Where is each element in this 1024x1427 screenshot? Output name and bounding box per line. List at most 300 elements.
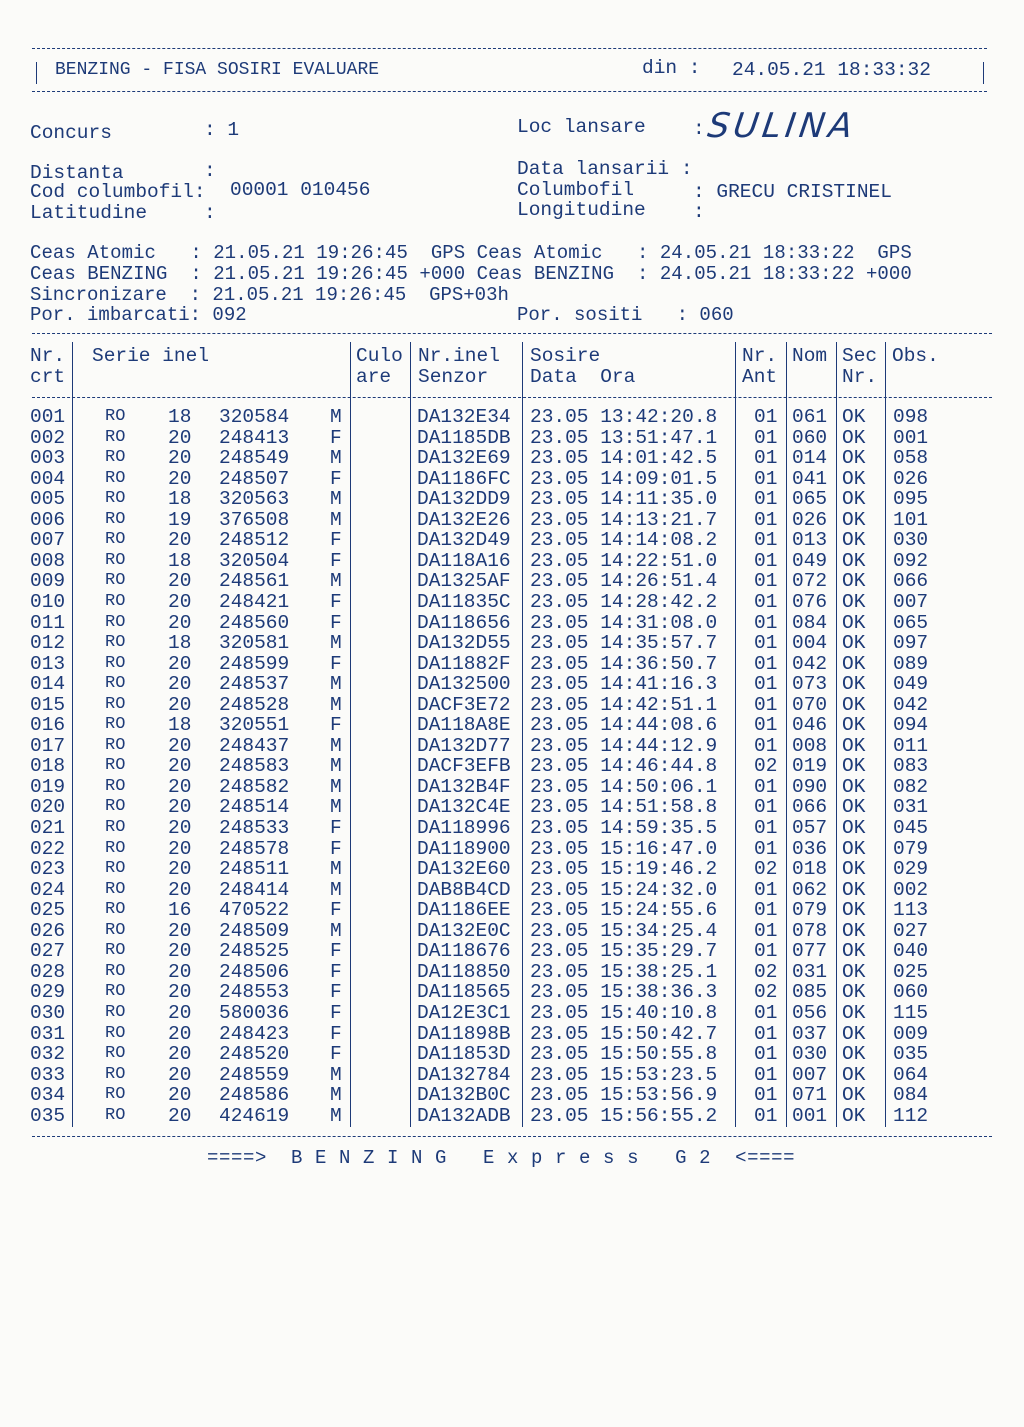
cell-obs: 040 (893, 940, 929, 963)
cell-arrival: 23.05 14:28:42.2 (530, 590, 718, 613)
cell-sec: OK (842, 632, 866, 655)
cell-year: 20 (168, 1063, 192, 1086)
loc-lansare-colon: : (693, 118, 705, 140)
cell-arrival: 23.05 14:44:12.9 (530, 734, 718, 757)
cell-antenna: 01 (754, 426, 778, 449)
header-nom: Nom (792, 345, 828, 367)
cell-sec: OK (842, 734, 866, 757)
cell-sex: M (330, 919, 342, 942)
cell-antenna: 01 (754, 529, 778, 552)
cell-obs: 092 (893, 549, 929, 572)
cell-nom: 076 (792, 590, 828, 613)
cell-arrival: 23.05 15:19:46.2 (530, 858, 718, 881)
cell-sensor: DA12E3C1 (417, 1001, 511, 1024)
cell-nom: 018 (792, 858, 828, 881)
cell-antenna: 02 (754, 858, 778, 881)
cell-obs: 065 (893, 611, 929, 634)
table-row (0, 941, 1024, 962)
table-row (0, 859, 1024, 880)
cell-sex: M (330, 755, 342, 778)
cell-nom: 071 (792, 1084, 828, 1107)
cell-sensor: DA118850 (417, 960, 511, 983)
cell-arrival: 23.05 14:42:51.1 (530, 693, 718, 716)
cell-antenna: 01 (754, 488, 778, 511)
cell-nr-crt: 023 (30, 858, 66, 881)
cell-ring-number: 248423 (219, 1022, 290, 1045)
table-row (0, 469, 1024, 490)
header-sosire: Sosire (530, 345, 601, 367)
cell-sex: M (330, 673, 342, 696)
cell-sec: OK (842, 919, 866, 942)
cell-arrival: 23.05 14:36:50.7 (530, 652, 718, 675)
cell-country: RO (105, 571, 126, 591)
table-row (0, 880, 1024, 901)
cell-nr-crt: 022 (30, 837, 66, 860)
cell-antenna: 01 (754, 878, 778, 901)
cell-obs: 060 (893, 981, 929, 1004)
latitudine-value: : (204, 202, 216, 224)
cell-year: 20 (168, 529, 192, 552)
cell-nr-crt: 034 (30, 1084, 66, 1107)
cell-ring-number: 248507 (219, 467, 290, 490)
cell-country: RO (105, 797, 126, 817)
cell-country: RO (105, 1085, 126, 1105)
cell-year: 20 (168, 693, 192, 716)
cell-ring-number: 376508 (219, 508, 290, 531)
cell-antenna: 01 (754, 837, 778, 860)
cell-sec: OK (842, 673, 866, 696)
cell-sec: OK (842, 1022, 866, 1045)
report-date-value: 24.05.21 18:33:32 (732, 59, 931, 81)
cell-sensor: DAB8B4CD (417, 878, 511, 901)
cell-nr-crt: 011 (30, 611, 66, 634)
cell-antenna: 01 (754, 1022, 778, 1045)
cell-ring-number: 248514 (219, 796, 290, 819)
cell-arrival: 23.05 15:56:55.2 (530, 1104, 718, 1127)
cell-sensor: DA132E34 (417, 406, 511, 428)
cell-obs: 095 (893, 488, 929, 511)
cell-arrival: 23.05 15:34:25.4 (530, 919, 718, 942)
cell-year: 20 (168, 817, 192, 839)
cell-nr-crt: 031 (30, 1022, 66, 1045)
cell-sec: OK (842, 1063, 866, 1086)
cell-country: RO (105, 530, 126, 550)
cell-nr-crt: 005 (30, 488, 66, 511)
cell-nr-crt: 021 (30, 817, 66, 839)
header-crt: crt (30, 366, 66, 388)
cell-nom: 014 (792, 447, 828, 470)
cell-obs: 058 (893, 447, 929, 470)
cell-antenna: 01 (754, 406, 778, 428)
cell-sex: F (330, 1022, 342, 1045)
cell-sec: OK (842, 1043, 866, 1066)
table-row (0, 1106, 1024, 1127)
cell-year: 20 (168, 673, 192, 696)
cell-sensor: DA118676 (417, 940, 511, 963)
cell-year: 20 (168, 652, 192, 675)
cell-sex: M (330, 858, 342, 881)
cell-sensor: DACF3E72 (417, 693, 511, 716)
cell-sensor: DA132B4F (417, 775, 511, 798)
cell-nom: 008 (792, 734, 828, 757)
cell-obs: 112 (893, 1104, 929, 1127)
cell-nom: 077 (792, 940, 828, 963)
cell-sex: M (330, 447, 342, 470)
cell-country: RO (105, 509, 126, 529)
cell-arrival: 23.05 15:53:23.5 (530, 1063, 718, 1086)
cell-nr-crt: 006 (30, 508, 66, 531)
cell-antenna: 01 (754, 919, 778, 942)
cell-obs: 094 (893, 714, 929, 737)
cell-obs: 030 (893, 529, 929, 552)
cell-sensor: DA118A8E (417, 714, 511, 737)
cell-sensor: DA132ADB (417, 1104, 511, 1127)
cell-arrival: 23.05 14:59:35.5 (530, 817, 718, 839)
cell-arrival: 23.05 14:26:51.4 (530, 570, 718, 593)
cell-ring-number: 248537 (219, 673, 290, 696)
header-nr: Nr. (30, 345, 66, 367)
cell-antenna: 01 (754, 652, 778, 675)
cell-arrival: 23.05 15:24:55.6 (530, 899, 718, 922)
cell-arrival: 23.05 15:38:25.1 (530, 960, 718, 983)
title-box-top-border (32, 48, 987, 49)
cell-country: RO (105, 550, 126, 570)
cell-sex: F (330, 529, 342, 552)
cell-arrival: 23.05 14:14:08.2 (530, 529, 718, 552)
cell-nom: 026 (792, 508, 828, 531)
cell-ring-number: 248559 (219, 1063, 290, 1086)
cell-sec: OK (842, 590, 866, 613)
cell-nom: 060 (792, 426, 828, 449)
cell-ring-number: 248560 (219, 611, 290, 634)
cell-sex: M (330, 734, 342, 757)
cell-antenna: 02 (754, 981, 778, 1004)
cell-arrival: 23.05 14:22:51.0 (530, 549, 718, 572)
cell-nom: 057 (792, 817, 828, 839)
cell-year: 18 (168, 632, 192, 655)
cell-obs: 002 (893, 878, 929, 901)
cell-nom: 019 (792, 755, 828, 778)
cell-year: 20 (168, 1104, 192, 1127)
cell-sec: OK (842, 570, 866, 593)
cell-obs: 082 (893, 775, 929, 798)
cell-nom: 073 (792, 673, 828, 696)
cell-sex: M (330, 796, 342, 819)
cell-obs: 097 (893, 632, 929, 655)
cell-ring-number: 248553 (219, 981, 290, 1004)
longitudine-label: Longitudine (517, 199, 646, 221)
cell-ring-number: 248528 (219, 693, 290, 716)
cell-antenna: 01 (754, 508, 778, 531)
cell-nom: 049 (792, 549, 828, 572)
table-row (0, 1024, 1024, 1045)
cell-sensor: DA132784 (417, 1063, 511, 1086)
cell-obs: 045 (893, 817, 929, 839)
cell-obs: 025 (893, 960, 929, 983)
cell-antenna: 01 (754, 673, 778, 696)
cell-year: 18 (168, 406, 192, 428)
table-row (0, 839, 1024, 860)
header-nr-inel: Nr.inel (418, 345, 500, 367)
cell-nom: 046 (792, 714, 828, 737)
cell-obs: 029 (893, 858, 929, 881)
pigeons-embarked: Por. imbarcati: 092 (30, 304, 247, 326)
cell-year: 20 (168, 837, 192, 860)
cell-sec: OK (842, 940, 866, 963)
cell-ring-number: 248437 (219, 734, 290, 757)
table-header-divider (32, 397, 992, 398)
cell-year: 20 (168, 858, 192, 881)
cell-sensor: DA132C4E (417, 796, 511, 819)
cell-ring-number: 248533 (219, 817, 290, 839)
cell-sex: M (330, 508, 342, 531)
cell-ring-number: 248586 (219, 1084, 290, 1107)
cell-obs: 084 (893, 1084, 929, 1107)
cell-nr-crt: 004 (30, 467, 66, 490)
cell-year: 16 (168, 899, 192, 922)
concurs-value: : 1 (204, 119, 240, 141)
cell-nom: 013 (792, 529, 828, 552)
cell-arrival: 23.05 14:51:58.8 (530, 796, 718, 819)
header-serie-inel: Serie inel (92, 345, 210, 367)
cell-country: RO (105, 427, 126, 447)
cell-year: 18 (168, 714, 192, 737)
cell-nr-crt: 020 (30, 796, 66, 819)
cell-nr-crt: 001 (30, 406, 66, 428)
cell-nr-crt: 003 (30, 447, 66, 470)
cell-nom: 041 (792, 467, 828, 490)
table-row (0, 592, 1024, 613)
cell-sec: OK (842, 837, 866, 860)
header-ant-2: Ant (742, 366, 778, 388)
cell-nr-crt: 028 (30, 960, 66, 983)
table-row (0, 756, 1024, 777)
cell-arrival: 23.05 13:42:20.8 (530, 406, 718, 428)
latitudine-label: Latitudine (30, 202, 148, 224)
cell-ring-number: 320551 (219, 714, 290, 737)
cell-sensor: DA11835C (417, 590, 511, 613)
cell-sensor: DA11853D (417, 1043, 511, 1066)
cell-year: 20 (168, 878, 192, 901)
cell-obs: 098 (893, 406, 929, 428)
cell-nom: 085 (792, 981, 828, 1004)
cell-year: 18 (168, 488, 192, 511)
cell-nr-crt: 008 (30, 549, 66, 572)
cell-arrival: 23.05 13:51:47.1 (530, 426, 718, 449)
cell-obs: 009 (893, 1022, 929, 1045)
cell-sec: OK (842, 796, 866, 819)
cell-country: RO (105, 900, 126, 920)
cell-year: 20 (168, 1022, 192, 1045)
cell-ring-number: 248599 (219, 652, 290, 675)
cell-sec: OK (842, 755, 866, 778)
cell-arrival: 23.05 14:11:35.0 (530, 488, 718, 511)
cell-arrival: 23.05 14:41:16.3 (530, 673, 718, 696)
cell-year: 18 (168, 549, 192, 572)
cell-sex: F (330, 590, 342, 613)
cell-antenna: 01 (754, 775, 778, 798)
cell-obs: 113 (893, 899, 929, 922)
cell-antenna: 01 (754, 734, 778, 757)
cell-nom: 079 (792, 899, 828, 922)
cell-ring-number: 248511 (219, 858, 290, 881)
header-ant-1: Nr. (742, 345, 778, 367)
cell-nr-crt: 013 (30, 652, 66, 675)
title-box-bottom-border (32, 91, 987, 92)
cell-country: RO (105, 612, 126, 632)
cell-nr-crt: 027 (30, 940, 66, 963)
cell-nr-crt: 010 (30, 590, 66, 613)
header-data-ora: Data Ora (530, 366, 636, 388)
cell-sec: OK (842, 714, 866, 737)
cell-year: 20 (168, 796, 192, 819)
table-row (0, 777, 1024, 798)
cell-sex: F (330, 960, 342, 983)
cell-nr-crt: 002 (30, 426, 66, 449)
cell-country: RO (105, 448, 126, 468)
cell-antenna: 01 (754, 447, 778, 470)
cell-sensor: DA11898B (417, 1022, 511, 1045)
cell-year: 20 (168, 611, 192, 634)
cell-year: 20 (168, 1043, 192, 1066)
table-row (0, 428, 1024, 449)
cell-ring-number: 470522 (219, 899, 290, 922)
distanta-label: Distanta (30, 162, 124, 184)
cell-sensor: DA132E0C (417, 919, 511, 942)
cell-sec: OK (842, 960, 866, 983)
cell-antenna: 02 (754, 960, 778, 983)
cell-sensor: DA132B0C (417, 1084, 511, 1107)
cell-sensor: DA132E60 (417, 858, 511, 881)
cell-country: RO (105, 633, 126, 653)
table-row (0, 982, 1024, 1003)
table-row (0, 654, 1024, 675)
cell-country: RO (105, 1064, 126, 1084)
cell-antenna: 01 (754, 549, 778, 572)
cell-year: 20 (168, 940, 192, 963)
cell-nr-crt: 012 (30, 632, 66, 655)
cell-year: 20 (168, 1084, 192, 1107)
cell-sec: OK (842, 611, 866, 634)
cell-obs: 079 (893, 837, 929, 860)
cell-arrival: 23.05 14:09:01.5 (530, 467, 718, 490)
cell-year: 20 (168, 755, 192, 778)
cod-columbofil-label: Cod columbofil: (30, 181, 206, 203)
cell-sex: M (330, 1084, 342, 1107)
cell-arrival: 23.05 15:38:36.3 (530, 981, 718, 1004)
cell-ring-number: 248509 (219, 919, 290, 942)
cell-country: RO (105, 1044, 126, 1064)
cell-nr-crt: 016 (30, 714, 66, 737)
cell-sec: OK (842, 508, 866, 531)
table-row (0, 613, 1024, 634)
cell-country: RO (105, 982, 126, 1002)
cell-nr-crt: 018 (30, 755, 66, 778)
cell-antenna: 01 (754, 611, 778, 634)
cell-sex: F (330, 1043, 342, 1066)
cell-sec: OK (842, 1104, 866, 1127)
cell-nom: 061 (792, 406, 828, 428)
clock-line-atomic: Ceas Atomic : 21.05.21 19:26:45 GPS Ceas Atomic : 24.05.21 18:33:22 GPS (30, 242, 912, 264)
cell-antenna: 01 (754, 1063, 778, 1086)
cell-sec: OK (842, 878, 866, 901)
cell-sec: OK (842, 1084, 866, 1107)
cell-year: 20 (168, 426, 192, 449)
cell-year: 19 (168, 508, 192, 531)
cell-sensor: DA132DD9 (417, 488, 511, 511)
cell-obs: 089 (893, 652, 929, 675)
cell-ring-number: 424619 (219, 1104, 290, 1127)
cell-country: RO (105, 961, 126, 981)
cell-ring-number: 248421 (219, 590, 290, 613)
cell-nr-crt: 025 (30, 899, 66, 922)
cell-obs: 042 (893, 693, 929, 716)
cell-antenna: 01 (754, 796, 778, 819)
cell-sex: F (330, 549, 342, 572)
columbofil-value: : GRECU CRISTINEL (693, 181, 892, 203)
table-row (0, 695, 1024, 716)
cell-obs: 011 (893, 734, 929, 757)
cell-sex: F (330, 652, 342, 675)
cell-sensor: DA132500 (417, 673, 511, 696)
cell-nom: 062 (792, 878, 828, 901)
cell-obs: 027 (893, 919, 929, 942)
table-row (0, 1003, 1024, 1024)
cell-ring-number: 248525 (219, 940, 290, 963)
cell-year: 20 (168, 981, 192, 1004)
table-top-border (32, 333, 992, 334)
cell-arrival: 23.05 14:13:21.7 (530, 508, 718, 531)
cell-sec: OK (842, 817, 866, 839)
cell-country: RO (105, 674, 126, 694)
title-box-left-border (36, 62, 37, 84)
clock-line-sync: Sincronizare : 21.05.21 19:26:45 GPS+03h (30, 284, 509, 306)
cell-nom: 036 (792, 837, 828, 860)
cell-country: RO (105, 591, 126, 611)
cell-sensor: DA132D55 (417, 632, 511, 655)
cell-sec: OK (842, 406, 866, 428)
cell-arrival: 23.05 15:50:42.7 (530, 1022, 718, 1045)
cell-ring-number: 248414 (219, 878, 290, 901)
cell-ring-number: 248506 (219, 960, 290, 983)
cell-antenna: 01 (754, 467, 778, 490)
cell-antenna: 01 (754, 1043, 778, 1066)
cell-arrival: 23.05 14:01:42.5 (530, 447, 718, 470)
cell-nom: 056 (792, 1001, 828, 1024)
cell-sec: OK (842, 549, 866, 572)
concurs-label: Concurs (30, 122, 112, 144)
header-culoare-1: Culo (356, 345, 403, 367)
cell-antenna: 01 (754, 570, 778, 593)
cell-sensor: DA132D77 (417, 734, 511, 757)
cell-year: 20 (168, 447, 192, 470)
table-row (0, 1065, 1024, 1086)
cell-arrival: 23.05 15:35:29.7 (530, 940, 718, 963)
cell-arrival: 23.05 14:46:44.8 (530, 755, 718, 778)
cell-ring-number: 320581 (219, 632, 290, 655)
cell-country: RO (105, 838, 126, 858)
cell-sec: OK (842, 899, 866, 922)
cell-nom: 037 (792, 1022, 828, 1045)
cell-antenna: 01 (754, 714, 778, 737)
title-box-right-border (983, 62, 984, 84)
cell-year: 20 (168, 775, 192, 798)
cell-sec: OK (842, 693, 866, 716)
cell-nom: 084 (792, 611, 828, 634)
cell-country: RO (105, 407, 126, 426)
cell-obs: 101 (893, 508, 929, 531)
cell-nr-crt: 009 (30, 570, 66, 593)
